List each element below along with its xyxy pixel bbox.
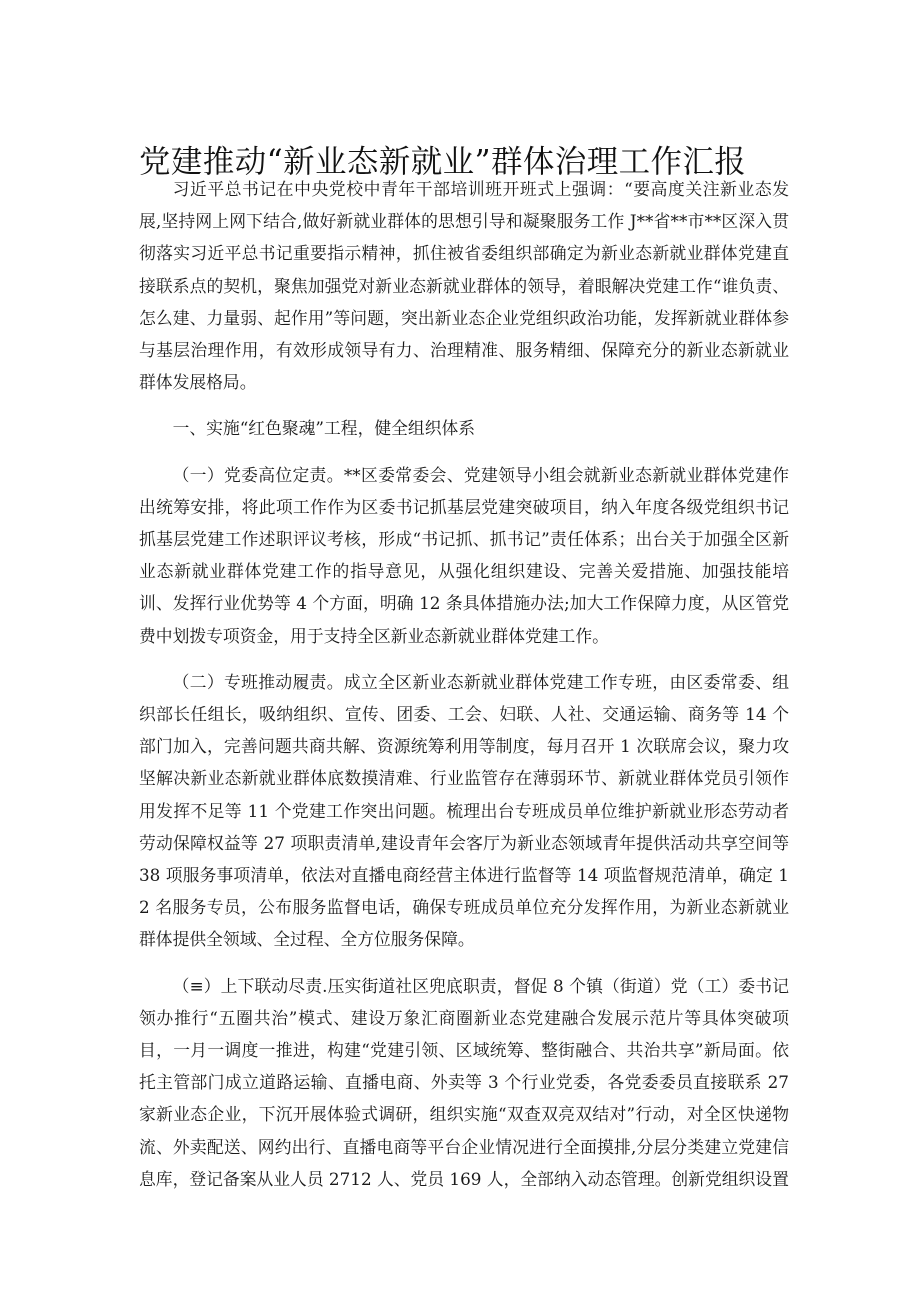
paragraph-1: （一）党委高位定责。**区委常委会、党建领导小组会就新业态新就业群体党建作出统筹安排，将此项工作作为区委书记抓基层党建突破项目，纳入年度各级党组织书记抓基层党建工作述职评议考核，形成“书记抓、抓书记”责任体系；出台关于加强全区新业态新就业群体党建工作的指导意见，从强化组织建设、完善关爱措施、加强技能培训、发挥行业优势等 4 个方面，明确 12 条具体措施办法;加大工作保障力度，从区管党费中划拨专项资金，用于支持全区新业态新就业群体党建工作。 bbox=[139, 464, 789, 646]
paragraph-2: （二）专班推动履责。成立全区新业态新就业群体党建工作专班，由区委常委、组织部长任组长，吸纳组织、宣传、团委、工会、妇联、人社、交通运输、商务等 14 个部门加入，完善问题共商共解、资源统筹利用等制度，每月召开 1 次联席会议，聚力攻坚解决新业态新就业群体底数摸清难、行业监管存在薄弱环节、新就业群体党员引领作用发挥不足等 11 个党建工作突出问题。梳理出台专班成员单位维护新就业形态劳动者劳动保障权益等 27 项职责清单,建设青年会客厅为新业态领域青年提供活动共享空间等 38 项服务事项清单，依法对直播电商经营主体进行监督等 14 项监督规范清单，确定 12 名服务专员，公布服务监督电话，确保专班成员单位充分发挥作用，为新业态新就业群体提供全领域、全过程、全方位服务保障。 bbox=[139, 671, 789, 950]
paragraph-3: （≡）上下联动尽责.压实街道社区兜底职责，督促 8 个镇（街道）党（工）委书记领办推行“五圈共治”模式、建设万象汇商圈新业态党建融合发展示范片等具体突破项目，一月一调度一推进，构建“党建引领、区域统筹、整街融合、共治共享”新局面。依托主管部门成立道路运输、直播电商、外卖等 3 个行业党委，各党委委员直接联系 27 家新业态企业，下沉开展体验式调研，组织实施“双查双亮双结对”行动，对全区快递物流、外卖配送、网约出行、直播电商等平台企业情况进行全面摸排,分层分类建立党建信息库，登记备案从业人员 2712 人、党员 169 人，全部纳入动态管理。创新党组织设置 bbox=[139, 975, 789, 1189]
document-body bbox=[139, 173, 789, 1209]
intro-paragraph: 习近平总书记在中央党校中青年干部培训班开班式上强调：“要高度关注新业态发展,坚持网上网下结合,做好新就业群体的思想引导和凝聚服务工作 J**省**市**区深入贯彻落实习近平总书记重要指示精神，抓住被省委组织部确定为新业态新就业群体党建直接联系点的契机，聚焦加强党对新业态新就业群体的领导，着眼解决党建工作“谁负责、怎么建、力量弱、起作用”等问题，突出新业态企业党组织政治功能，发挥新就业群体参与基层治理作用，有效形成领导有力、治理精准、服务精细、保障充分的新业态新就业群体发展格局。 bbox=[139, 179, 789, 393]
section-heading-1: 一、实施“红色聚魂”工程，健全组织体系 bbox=[172, 418, 476, 439]
document-title: 党建推动“新业态新就业”群体治理工作汇报 bbox=[139, 144, 747, 180]
